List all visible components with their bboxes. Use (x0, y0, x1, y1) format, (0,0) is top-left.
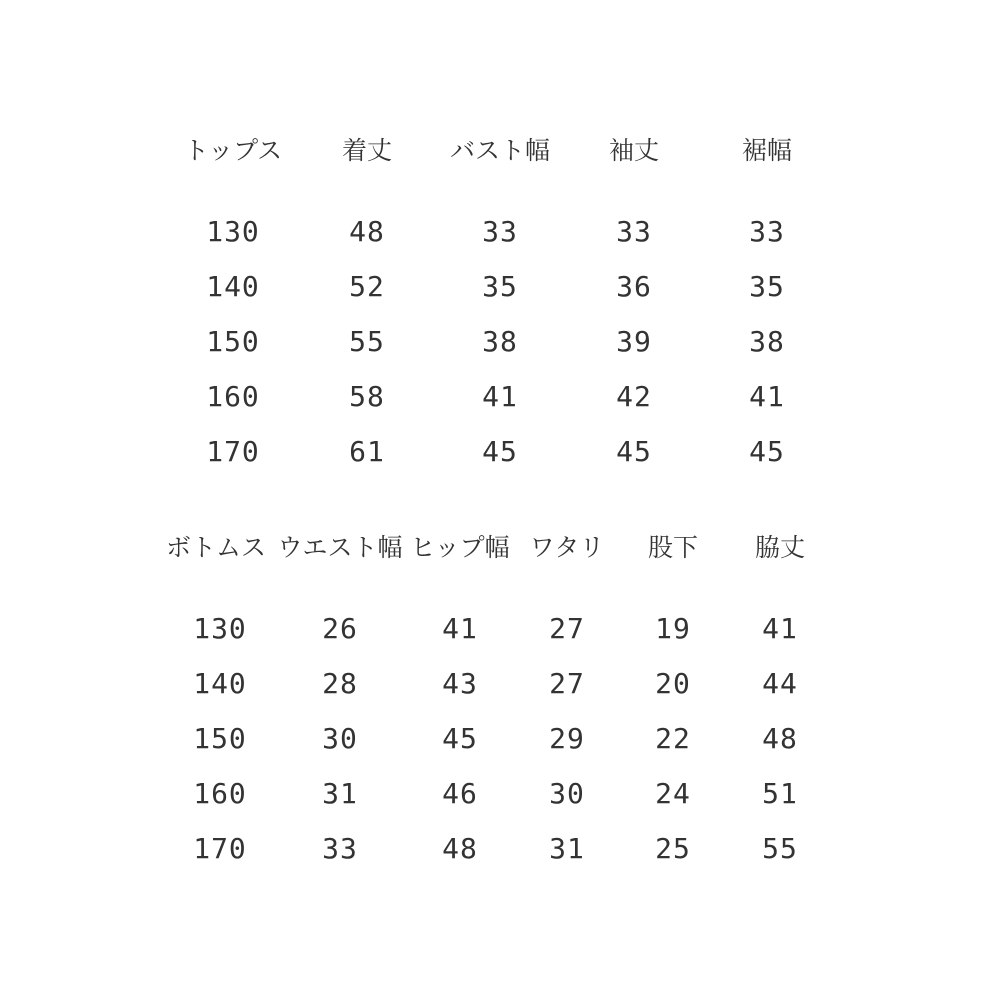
tops-cell-size: 130 (206, 215, 260, 248)
bottoms-cell-size: 150 (193, 722, 247, 755)
tops-cell-sleeve: 33 (616, 215, 652, 248)
tops-cell-length: 58 (349, 380, 385, 413)
tops-cell-sleeve: 39 (616, 325, 652, 358)
bottoms-cell-inseam: 24 (655, 777, 691, 810)
bottoms-cell-outseam: 41 (762, 612, 798, 645)
bottoms-cell-outseam: 55 (762, 832, 798, 865)
bottoms-header-outseam: 脇丈 (754, 533, 806, 562)
tops-cell-sleeve: 45 (616, 435, 652, 468)
tops-cell-hem: 45 (749, 435, 785, 468)
bottoms-cell-hip: 43 (442, 667, 478, 700)
tops-cell-sleeve: 42 (616, 380, 652, 413)
bottoms-header-waist: ウエスト幅 (277, 533, 403, 562)
tops-cell-sleeve: 36 (616, 270, 652, 303)
bottoms-cell-outseam: 51 (762, 777, 798, 810)
bottoms-cell-size: 140 (193, 667, 247, 700)
bottoms-cell-thigh: 30 (549, 777, 585, 810)
bottoms-cell-size: 170 (193, 832, 247, 865)
bottoms-cell-thigh: 29 (549, 722, 585, 755)
bottoms-cell-outseam: 44 (762, 667, 798, 700)
bottoms-cell-size: 160 (193, 777, 247, 810)
bottoms-cell-hip: 41 (442, 612, 478, 645)
tops-cell-hem: 35 (749, 270, 785, 303)
bottoms-cell-waist: 28 (322, 667, 358, 700)
bottoms-cell-outseam: 48 (762, 722, 798, 755)
tops-cell-bust: 45 (482, 435, 518, 468)
bottoms-cell-inseam: 22 (655, 722, 691, 755)
tops-cell-bust: 33 (482, 215, 518, 248)
tops-cell-size: 150 (206, 325, 260, 358)
tops-header-item: トップス (183, 136, 283, 165)
bottoms-cell-hip: 45 (442, 722, 478, 755)
tops-cell-hem: 38 (749, 325, 785, 358)
tops-cell-bust: 38 (482, 325, 518, 358)
tops-cell-hem: 41 (749, 380, 785, 413)
bottoms-cell-inseam: 19 (655, 612, 691, 645)
bottoms-cell-waist: 30 (322, 722, 358, 755)
tops-cell-size: 140 (206, 270, 260, 303)
tops-header-length: 着丈 (341, 136, 393, 165)
tops-cell-length: 52 (349, 270, 385, 303)
bottoms-cell-hip: 46 (442, 777, 478, 810)
bottoms-cell-waist: 31 (322, 777, 358, 810)
tops-cell-length: 61 (349, 435, 385, 468)
bottoms-cell-waist: 26 (322, 612, 358, 645)
bottoms-header-thigh: ワタリ (529, 533, 605, 562)
bottoms-cell-size: 130 (193, 612, 247, 645)
tops-cell-length: 48 (349, 215, 385, 248)
bottoms-cell-inseam: 25 (655, 832, 691, 865)
tops-cell-size: 170 (206, 435, 260, 468)
bottoms-cell-hip: 48 (442, 832, 478, 865)
bottoms-header-item: ボトムス (165, 533, 267, 562)
bottoms-cell-inseam: 20 (655, 667, 691, 700)
bottoms-cell-waist: 33 (322, 832, 358, 865)
bottoms-header-inseam: 股下 (647, 533, 699, 562)
tops-cell-bust: 35 (482, 270, 518, 303)
bottoms-cell-thigh: 27 (549, 667, 585, 700)
bottoms-cell-thigh: 27 (549, 612, 585, 645)
tops-header-sleeve: 袖丈 (608, 136, 660, 165)
bottoms-cell-thigh: 31 (549, 832, 585, 865)
tops-cell-size: 160 (206, 380, 260, 413)
tops-cell-hem: 33 (749, 215, 785, 248)
tops-cell-bust: 41 (482, 380, 518, 413)
tops-cell-length: 55 (349, 325, 385, 358)
tops-header-bust: バスト幅 (449, 136, 551, 165)
bottoms-header-hip: ヒップ幅 (410, 533, 510, 562)
tops-header-hem: 裾幅 (741, 136, 793, 165)
